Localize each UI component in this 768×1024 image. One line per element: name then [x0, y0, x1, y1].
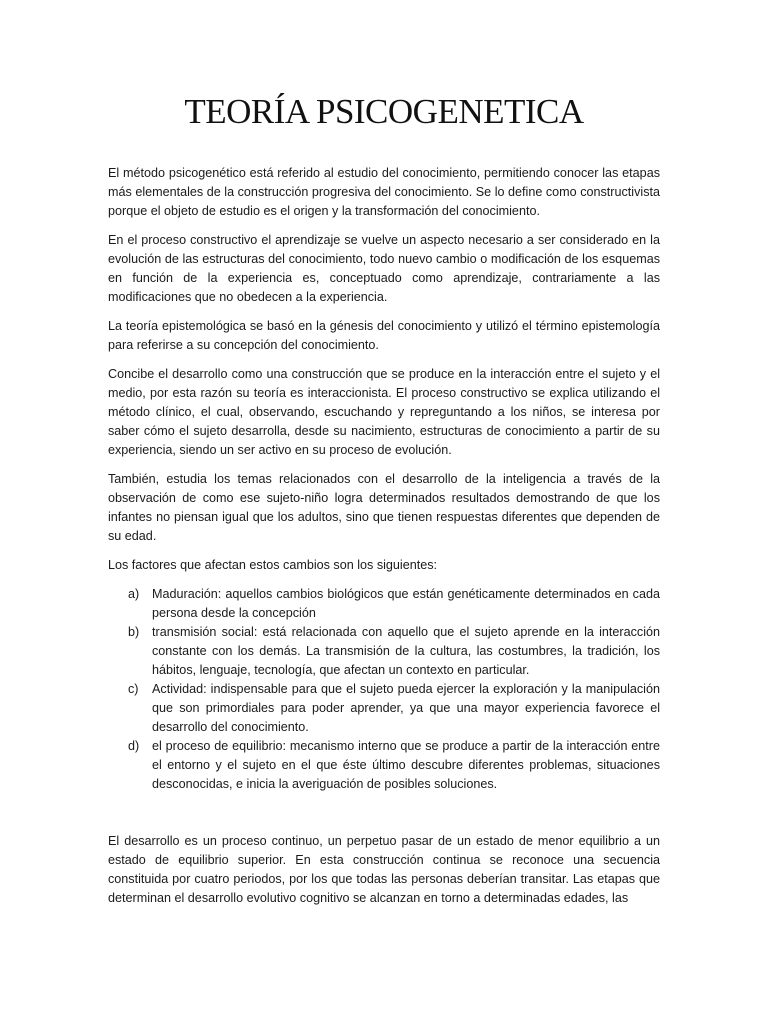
factor-list — [108, 585, 660, 794]
list-marker: b) — [128, 625, 140, 639]
paragraph: En el proceso constructivo el aprendizaje se vuelve un aspecto necesario a ser considerado en la evolución de las estructuras del conocimiento, todo nuevo cambio o modificación de los esquemas en función de la experiencia es, conceptuado como aprendizaje, contrariamente a las modificaciones que no obedecen a la experiencia. — [108, 233, 660, 304]
document-title: TEORÍA PSICOGENETICA — [184, 92, 584, 131]
list-item-text: Maduración: aquellos cambios biológicos que están genéticamente determinados en cada persona desde la concepción — [152, 587, 660, 620]
list-item — [108, 623, 660, 680]
list-item — [108, 680, 660, 737]
list-item-text: el proceso de equilibrio: mecanismo interno que se produce a partir de la interacción entre el entorno y el sujeto en el que éste último descubre diferentes problemas, situaciones desconocidas, e inicia la averiguación de posibles soluciones. — [152, 739, 660, 791]
paragraph: Concibe el desarrollo como una construcción que se produce en la interacción entre el sujeto y el medio, por esta razón su teoría es interaccionista. El proceso constructivo se explica utilizando el método clínico, el cual, observando, escuchando y repreguntando a los niños, se interesa por saber cómo el sujeto desarrolla, desde su nacimiento, estructuras de conocimiento a partir de su experiencia, siendo un ser activo en su proceso de evolución. — [108, 367, 660, 457]
list-item — [108, 737, 660, 794]
list-marker: a) — [128, 587, 140, 601]
paragraph: El método psicogenético está referido al estudio del conocimiento, permitiendo conocer las etapas más elementales de la construcción progresiva del conocimiento. Se lo define como constructivista porque el objeto de estudio es el origen y la transformación del conocimiento. — [108, 166, 660, 218]
list-marker: d) — [128, 739, 140, 753]
list-intro: Los factores que afectan estos cambios son los siguientes: — [108, 558, 438, 572]
paragraph: El desarrollo es un proceso continuo, un perpetuo pasar de un estado de menor equilibrio a un estado de equilibrio superior. En esta construcción continua se reconoce una secuencia constituida por cuatro periodos, por los que todas las personas deberían transitar. Las etapas que determinan el desarrollo evolutivo cognitivo se alcanzan en torno a determinadas edades, las — [108, 834, 660, 905]
list-item — [108, 585, 660, 623]
document-body — [108, 164, 660, 918]
list-item-text: transmisión social: está relacionada con aquello que el sujeto aprende en la interacción constante con los demás. La transmisión de la cultura, las costumbres, la tradición, los hábitos, lenguaje, tecnología, que afectan un contexto en particular. — [152, 625, 660, 677]
list-item-text: Actividad: indispensable para que el sujeto pueda ejercer la exploración y la manipulación que son primordiales para poder aprender, ya que una mayor experiencia favorece el desarrollo del conocimiento. — [152, 682, 660, 734]
list-marker: c) — [128, 682, 139, 696]
paragraph: También, estudia los temas relacionados con el desarrollo de la inteligencia a través de la observación de como ese sujeto-niño logra determinados resultados demostrando de que los infantes no piensan igual que los adultos, sino que tienen respuestas diferentes que dependen de su edad. — [108, 472, 660, 543]
paragraph: La teoría epistemológica se basó en la génesis del conocimiento y utilizó el término epistemología para referirse a su concepción del conocimiento. — [108, 319, 660, 352]
